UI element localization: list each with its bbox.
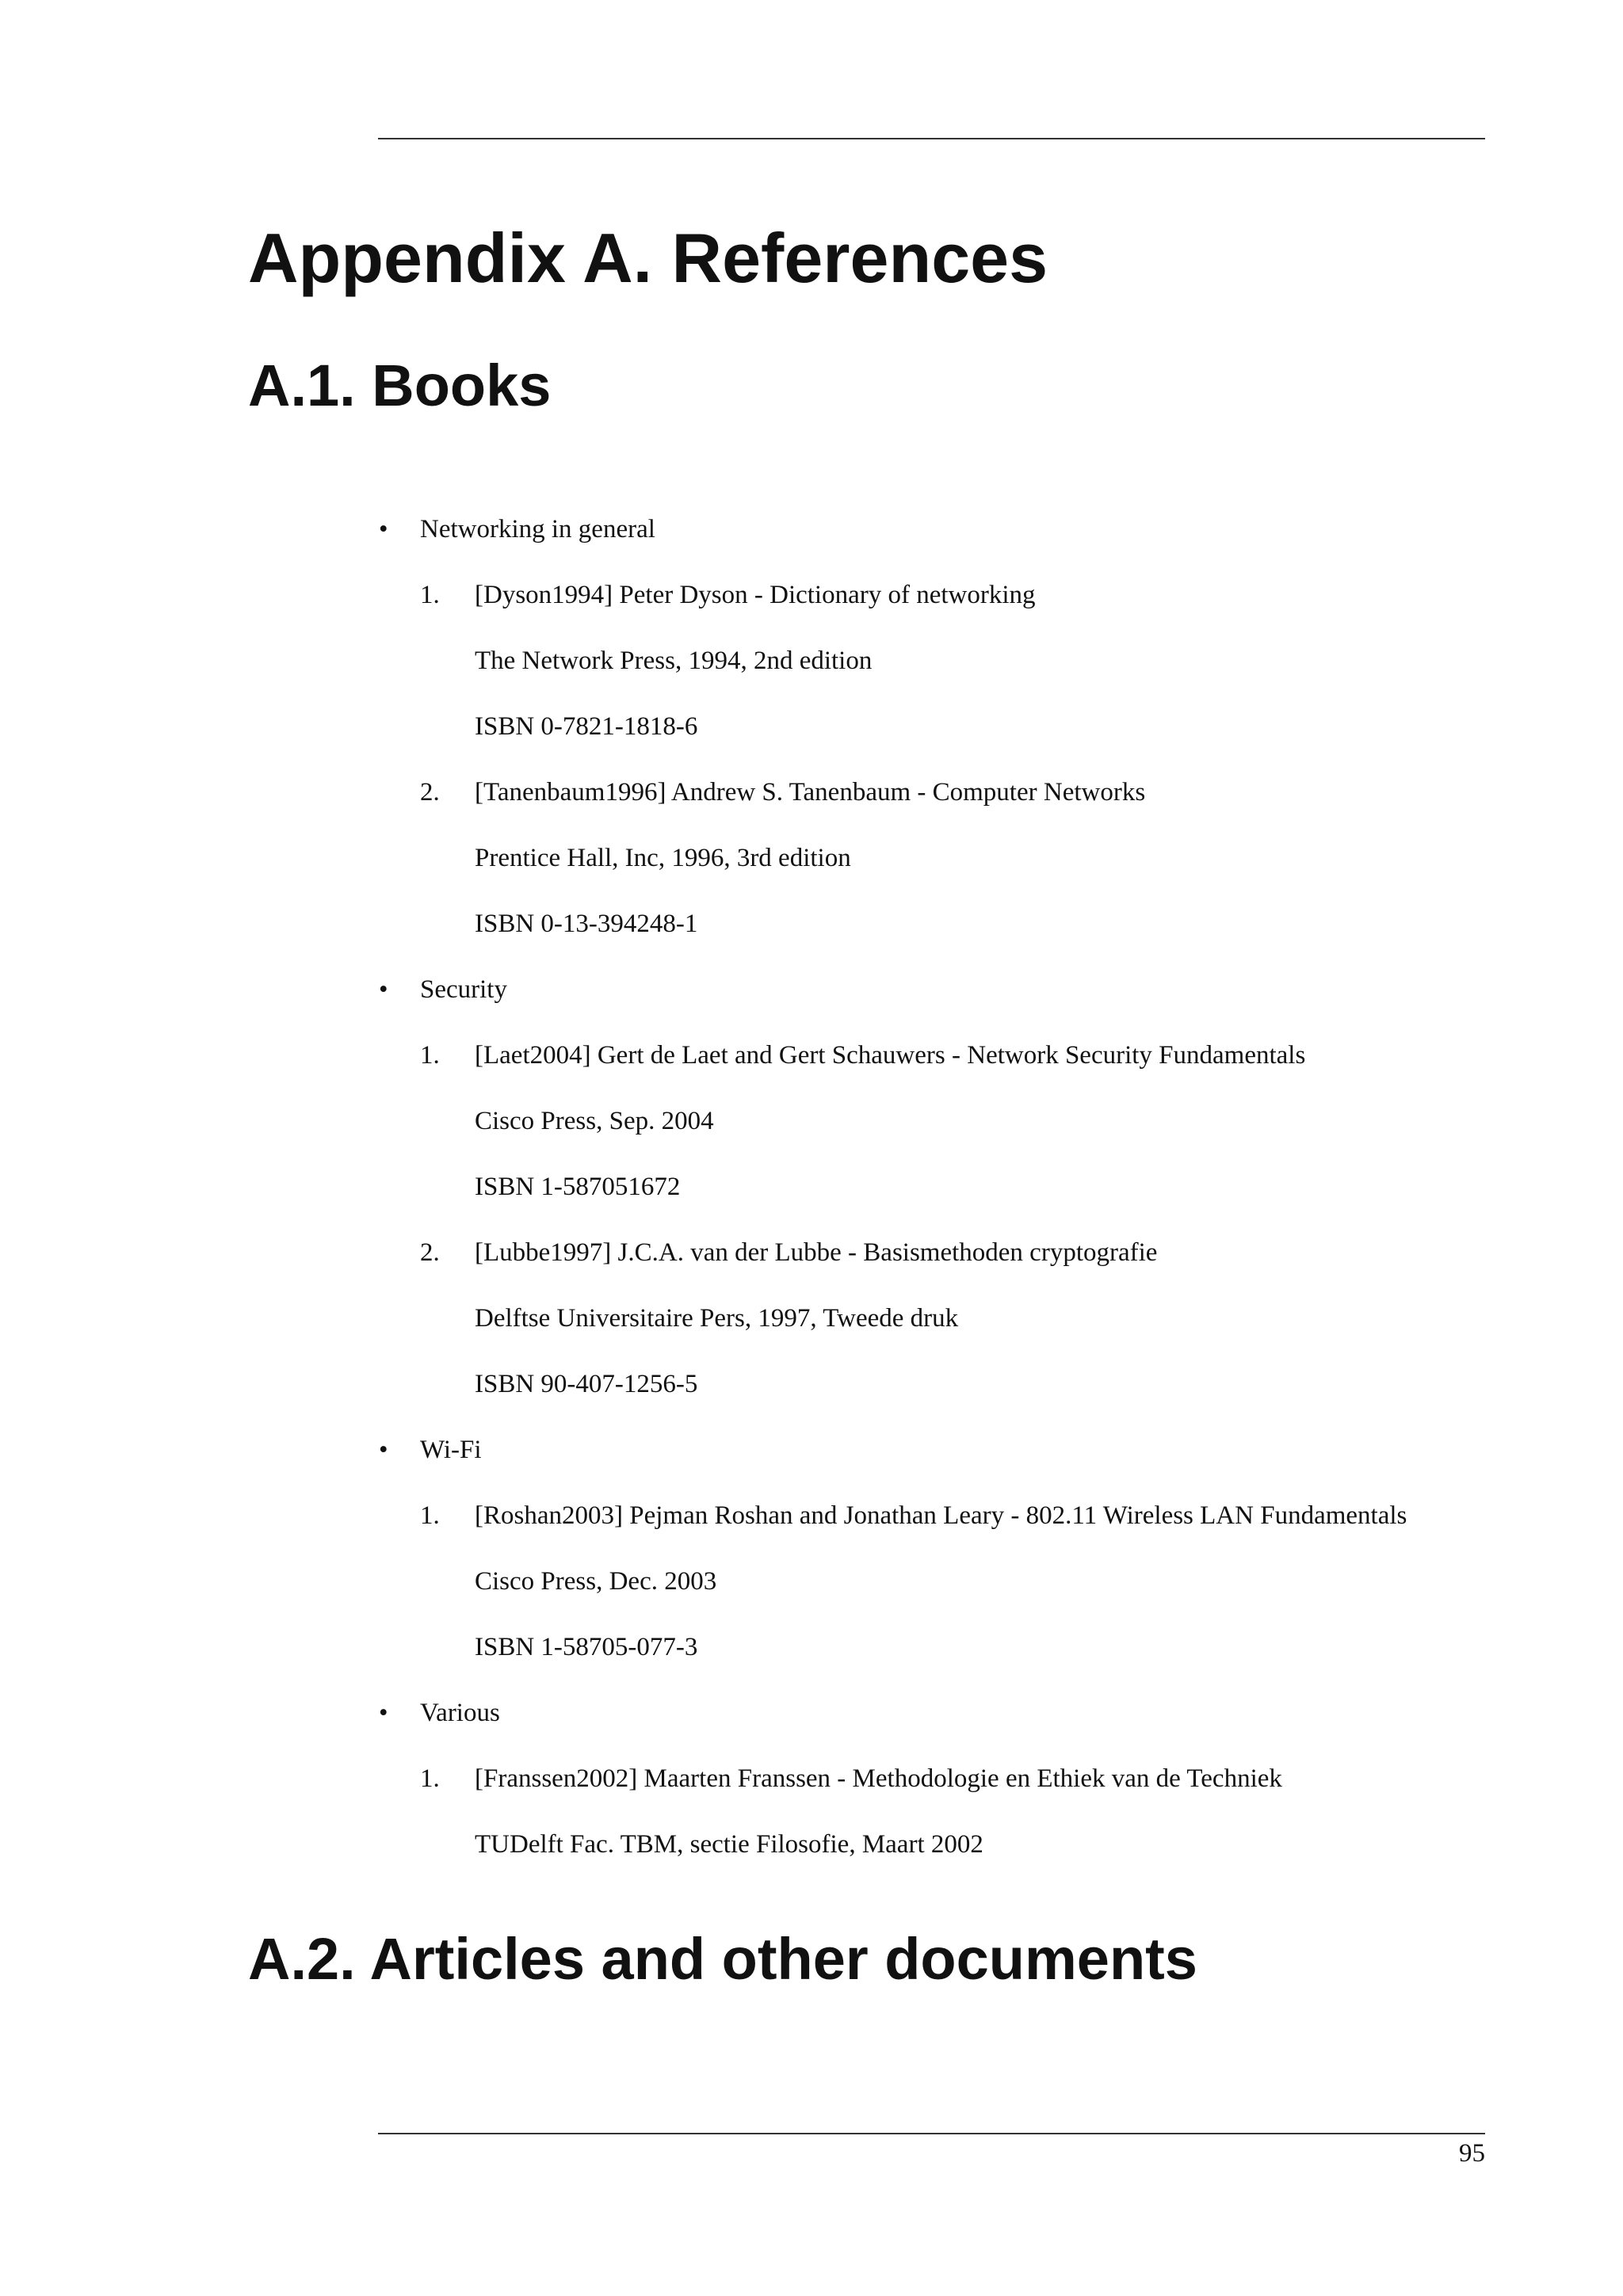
group-label-various: Various	[420, 1699, 500, 1727]
bullet-icon: •	[379, 1436, 388, 1464]
bullet-icon: •	[379, 515, 388, 543]
page-number: 95	[1459, 2139, 1485, 2168]
reference-publisher: The Network Press, 1994, 2nd edition	[475, 646, 873, 675]
header-rule	[378, 138, 1485, 139]
entry-number: 1.	[420, 1041, 440, 1070]
footer-rule	[378, 2133, 1485, 2134]
bullet-icon: •	[379, 1699, 388, 1727]
group-label-security: Security	[420, 975, 507, 1004]
reference-citation: [Roshan2003] Pejman Roshan and Jonathan Leary - 802.11 Wireless LAN Fundamentals	[475, 1501, 1407, 1530]
section-heading-books: A.1. Books	[248, 353, 552, 418]
reference-citation: [Tanenbaum1996] Andrew S. Tanenbaum - Computer Networks	[475, 778, 1146, 807]
reference-isbn: ISBN 1-58705-077-3	[475, 1633, 698, 1661]
reference-isbn: ISBN 0-13-394248-1	[475, 910, 698, 938]
group-label-networking: Networking in general	[420, 515, 655, 543]
reference-citation: [Dyson1994] Peter Dyson - Dictionary of networking	[475, 581, 1036, 609]
entry-number: 1.	[420, 1501, 440, 1530]
entry-number: 1.	[420, 581, 440, 609]
bullet-icon: •	[379, 975, 388, 1004]
reference-isbn: ISBN 0-7821-1818-6	[475, 712, 698, 741]
entry-number: 1.	[420, 1764, 440, 1793]
reference-citation: [Lubbe1997] J.C.A. van der Lubbe - Basismethoden cryptografie	[475, 1238, 1158, 1267]
reference-isbn: ISBN 1-587051672	[475, 1173, 681, 1201]
entry-number: 2.	[420, 778, 440, 807]
reference-publisher: Cisco Press, Dec. 2003	[475, 1567, 717, 1596]
page-title: Appendix A. References	[248, 219, 1048, 297]
entry-number: 2.	[420, 1238, 440, 1267]
reference-publisher: Cisco Press, Sep. 2004	[475, 1107, 714, 1135]
group-label-wifi: Wi-Fi	[420, 1436, 482, 1464]
reference-publisher: Prentice Hall, Inc, 1996, 3rd edition	[475, 844, 851, 872]
section-heading-articles: A.2. Articles and other documents	[248, 1926, 1197, 1992]
reference-citation: [Franssen2002] Maarten Franssen - Methodologie en Ethiek van de Techniek	[475, 1764, 1282, 1793]
reference-publisher: Delftse Universitaire Pers, 1997, Tweede druk	[475, 1304, 959, 1333]
reference-publisher: TUDelft Fac. TBM, sectie Filosofie, Maart 2002	[475, 1830, 983, 1859]
reference-citation: [Laet2004] Gert de Laet and Gert Schauwers - Network Security Fundamentals	[475, 1041, 1306, 1070]
reference-isbn: ISBN 90-407-1256-5	[475, 1370, 698, 1398]
